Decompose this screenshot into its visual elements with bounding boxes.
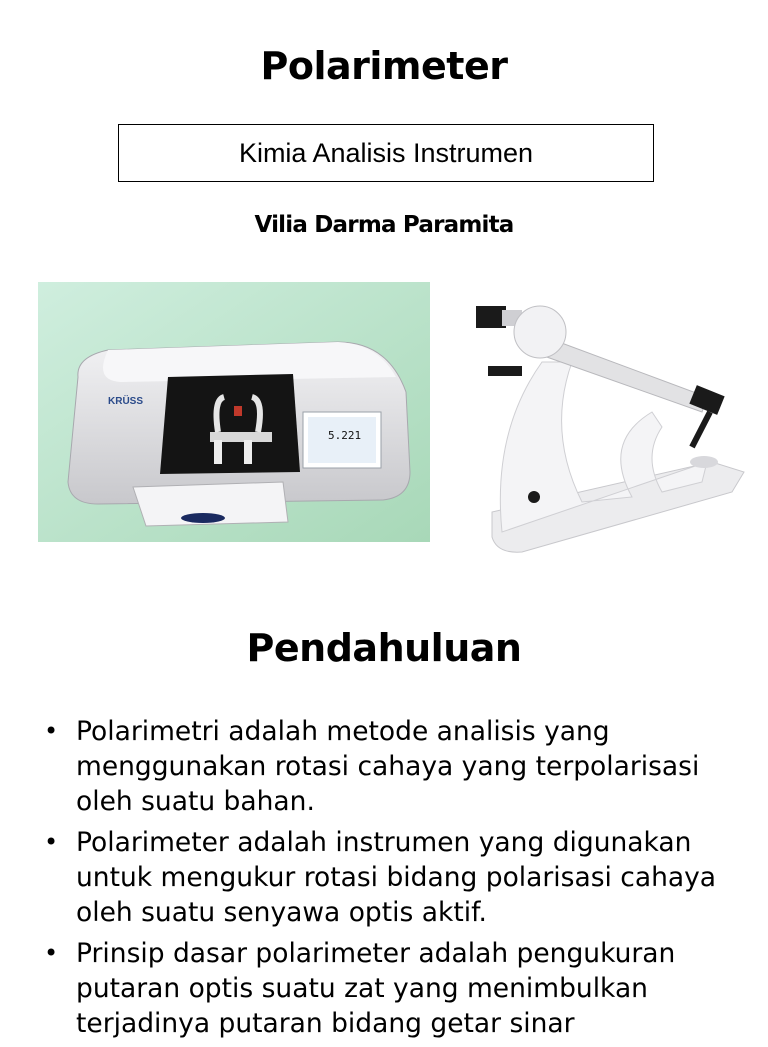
intro-slide xyxy=(0,580,768,1039)
bullet-icon: • xyxy=(44,939,59,967)
bullet-icon: • xyxy=(44,828,59,856)
device-brand-label: KRÜSS xyxy=(108,396,144,407)
slide-title: Polarimeter xyxy=(260,44,508,88)
device-display-value: 5.221 xyxy=(328,429,362,442)
bullet-list xyxy=(44,714,744,1047)
bullet-text: Polarimeter adalah instrumen yang digunakan untuk mengukur rotasi bidang polarisasi cahaya oleh suatu senyawa optis aktif. xyxy=(76,827,717,928)
digital-polarimeter-photo xyxy=(38,282,430,542)
list-item xyxy=(44,714,744,819)
subtitle-box xyxy=(118,124,654,182)
bullet-icon: • xyxy=(44,717,59,745)
section-title: Pendahuluan xyxy=(246,626,522,670)
subtitle-text: Kimia Analisis Instrumen xyxy=(238,137,534,168)
bullet-text: Prinsip dasar polarimeter adalah pengukuran putaran optis suatu zat yang menimbulkan terjadinya putaran bidang getar sinar xyxy=(76,938,676,1039)
list-item xyxy=(44,825,744,930)
bullet-text: Polarimetri adalah metode analisis yang menggunakan rotasi cahaya yang terpolarisasi oleh suatu bahan. xyxy=(76,716,700,817)
author-name: Vilia Darma Paramita xyxy=(254,212,514,238)
manual-polarimeter-photo xyxy=(452,282,752,562)
list-item xyxy=(44,936,744,1041)
